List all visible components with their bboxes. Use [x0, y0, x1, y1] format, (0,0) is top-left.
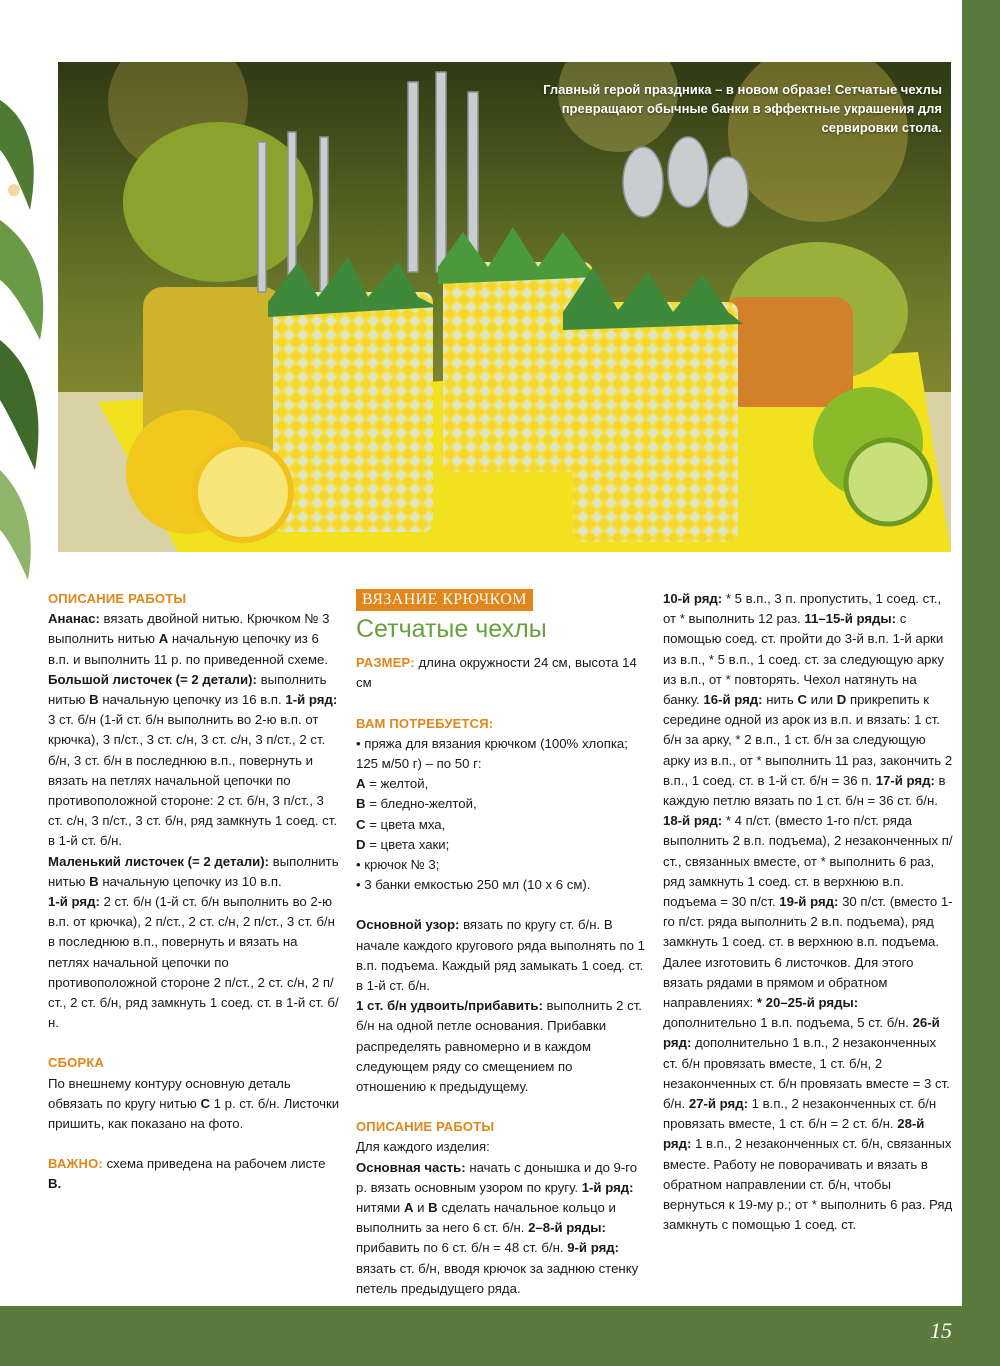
- materials-item: • 3 банки емкостью 250 мл (10 x 6 см).: [356, 877, 591, 893]
- materials-item: • крючок № 3;: [356, 857, 440, 873]
- text-small-leaf-row1: 1-й ряд: 2 ст. б/н (1-й ст. б/н выполнить во 2-ю в.п. от крючка), 2 п/ст., 2 ст. с/н, 2 п/ст., 3 ст. б/н в последнюю в.п., повернуть и вязать на петлях начальной цепочки по противоположной стороне 2 п/ст., 2 ст. с/н, 2 п/ст., 2 ст. б/н, ряд замкнуть 1 соед. ст. в 1-й ст. б/н.: [48, 894, 339, 1031]
- right-green-band: [962, 0, 1000, 1366]
- text-main-pattern: Основной узор: вязать по кругу ст. б/н. В начале каждого кругового ряда выполнять по 1 в.п. подъема. Каждый ряд замыкать 1 соед. ст. в 1-й ст. б/н.: [356, 917, 645, 994]
- heading-materials: ВАМ ПОТРЕБУЕТСЯ:: [356, 715, 494, 731]
- text-important: ВАЖНО: схема приведена на рабочем листе B.: [48, 1156, 326, 1192]
- materials-item: D = цвета хаки;: [356, 836, 450, 852]
- materials-list: [356, 734, 646, 896]
- heading-description-2: ОПИСАНИЕ РАБОТЫ: [356, 1119, 495, 1135]
- size-label: РАЗМЕР:: [356, 655, 415, 671]
- section-tag: ВЯЗАНИЕ КРЮЧКОМ: [356, 589, 533, 611]
- important-label: ВАЖНО:: [48, 1156, 103, 1172]
- column-left: [48, 589, 340, 1195]
- text-big-leaf: Большой листочек (= 2 детали): выполнить нитью B начальную цепочку из 16 в.п. 1-й ряд: 3 ст. б/н (1-й ст. б/н выполнить во 2-ю в.п. от крючка), 3 п/ст., 3 ст. с/н, 3 ст. с/н, 3 п/ст., 2 ст. б/н, 3 ст. б/н в последнюю в.п., повернуть и вязать на петлях начальной цепочки по противоположной стороне: 2 ст. б/н, 3 п/ст., 3 ст. с/н, 3 п/ст., 3 ст. б/н, ряд замкнуть 1 соед. ст. в 1-й ст. б/н.: [48, 671, 338, 849]
- text-rows-10-19: 10-й ряд: * 5 в.п., 3 п. пропустить, 1 соед. ст., от * выполнить 12 раз. 11–15-й ряды: с помощью соед. ст. пройти до 3-й в.п. 1-й арки из в.п., * 5 в.п., 1 соед. ст. за следующую арку из в.п., от * повторять. Чехол натянуть на банку. 16-й ряд: нить C или D прикрепить к середине одной из арок из в.п. и вязать: 1 ст. б/н за арку, * 2 в.п., 1 ст. б/н за следующую арку из в.п., от * выполнить 11 раз, закончить 2 в.п., 1 соед. ст. в 1-й ст. б/н = 36 п. 17-й ряд: в каждую петлю вязать по 1 ст. б/н = 36 ст. б/н. 18-й ряд: * 4 п/ст. (вместо 1-го п/ст. ряда выполнить 2 в.п. подъема), 2 незаконченных п/ст., связанных вместе, от * выполнить 6 раз, ряд замкнуть 1 соед. ст. в верхнюю в.п. подъема = 30 п/ст. 19-й ряд: 30 п/ст. (вместо 1-го п/ст. ряда выполнить 2 в.п. подъема), ряд замкнуть 1 соед. ст. в верхнюю в.п. подъема.: [663, 591, 953, 950]
- text-main-part: Основная часть: начать с донышка и до 9-го р. вязать основным узором по кругу. 1-й ряд: нитями A и B сделать начальное кольцо и выполнить за него 6 ст. б/н. 2–8-й ряды: прибавить по 6 ст. б/н = 48 ст. б/н. 9-й ряд: вязать ст. б/н, вводя крючок за заднюю стенку петель предыдущего ряда.: [356, 1159, 639, 1296]
- materials-item: B = бледно-желтой,: [356, 796, 477, 812]
- text-for-each: Для каждого изделия:: [356, 1139, 490, 1155]
- text-small-leaf: Маленький листочек (= 2 детали): выполнить нитью B начальную цепочку из 10 в.п.: [48, 853, 339, 889]
- text-size: РАЗМЕР: длина окружности 24 см, высота 14 см: [356, 655, 637, 691]
- page-number: 15: [930, 1318, 952, 1343]
- heading-description: ОПИСАНИЕ РАБОТЫ: [48, 591, 187, 606]
- leaf-decoration: [0, 40, 60, 600]
- materials-item: • пряжа для вязания крючком (100% хлопка; 125 м/50 г) – по 50 г:: [356, 735, 628, 772]
- materials-item: C = цвета мха,: [356, 816, 446, 832]
- materials-item: A = желтой,: [356, 776, 429, 792]
- text-pineapple: Ананас: вязать двойной нитью. Крючком № 3 выполнить нитью A начальную цепочку из 6 в.п. и выполнить 11 р. по приведенной схеме.: [48, 611, 330, 667]
- heading-assembly: СБОРКА: [48, 1055, 105, 1071]
- text-leaves: Далее изготовить 6 листочков. Для этого вязать рядами в прямом и обратном направлениях: * 20–25-й ряды: дополнительно 1 в.п. подъема, 5 ст. б/н. 26-й ряд: дополнительно 1 в.п., 2 незаконченных ст. б/н провязать вместе, 1 ст. б/н, 2 незаконченных ст. б/н провязать вместе = 3 ст. б/н. 27-й ряд: 1 в.п., 2 незаконченных ст. б/н провязать вместе, 1 ст. б/н = 2 ст. б/н. 28-й ряд: 1 в.п., 2 незаконченных ст. б/н, связанных вместе. Работу не поворачивать и вязать в обратном направлении ст. б/н, чтобы вернуться к 19-му р.; от * выполнить 6 раз. Ряд замкнуть с помощью 1 соед. ст.: [663, 954, 953, 1233]
- article-title: Сетчатые чехлы: [356, 615, 547, 644]
- photo-caption: Главный герой праздника – в новом образе! Сетчатые чехлы превращают обычные банки в эффектные украшения для сервировки стола.: [543, 82, 942, 135]
- text-assembly: По внешнему контуру основную деталь обвязать по кругу нитью C 1 р. ст. б/н. Листочки пришить, как показано на фото.: [48, 1075, 340, 1132]
- text-increase: 1 ст. б/н удвоить/прибавить: выполнить 2 ст. б/н на одной петле основания. Прибавки распределять равномерно и в каждом следующем ряду со смещением по отношению к предыдущему.: [356, 998, 642, 1095]
- column-middle: [356, 589, 646, 1299]
- column-right: [663, 589, 953, 1236]
- bottom-green-band: [0, 1306, 1000, 1366]
